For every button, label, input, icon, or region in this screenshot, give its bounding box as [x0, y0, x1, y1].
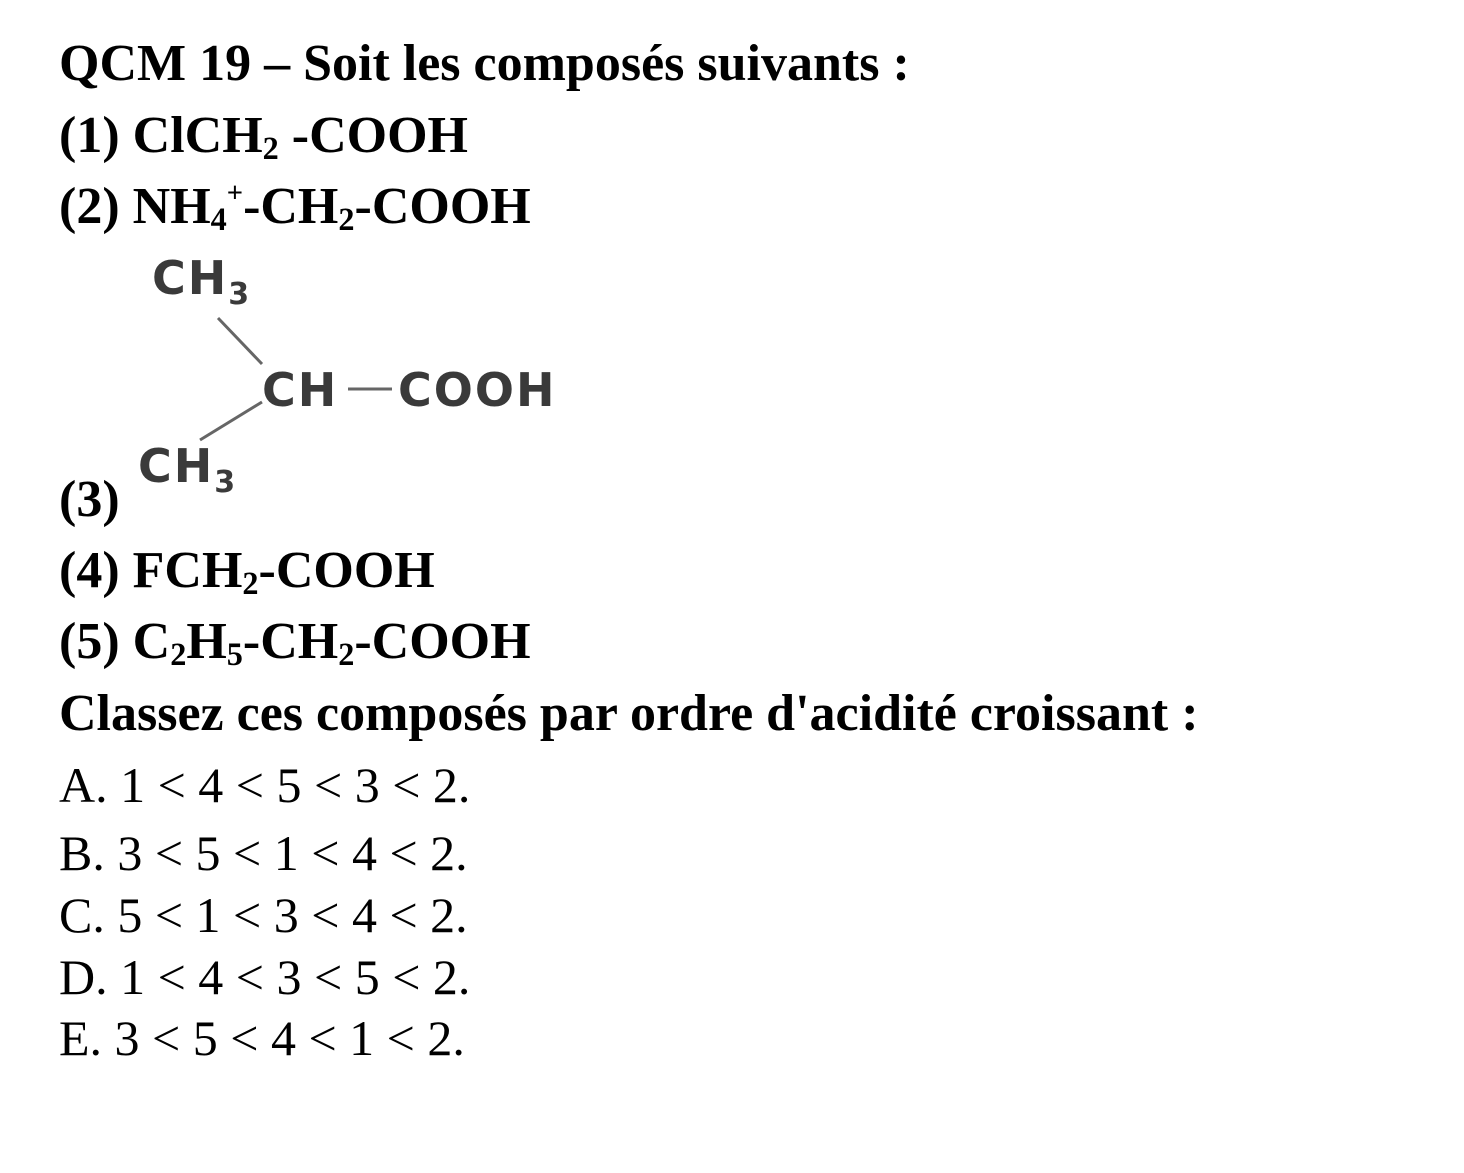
option-letter: D. [59, 949, 108, 1005]
compound-5 [59, 613, 531, 673]
formula-subscript: 2 [170, 636, 187, 673]
option-letter: E. [59, 1010, 103, 1066]
answer-option-a[interactable] [59, 757, 471, 813]
option-text: 1 < 4 < 5 < 3 < 2. [120, 757, 471, 813]
formula-text: -COOH [354, 613, 531, 670]
answer-option-b[interactable] [59, 825, 468, 881]
structure-cooh: COOH [398, 363, 557, 417]
structure-bottom-ch3: $CH_3$ [138, 439, 238, 500]
formula-subscript: 2 [262, 130, 279, 167]
structure-bond-upper [218, 318, 262, 364]
compound-1 [59, 107, 468, 167]
compound-label: (1) [59, 107, 120, 164]
formula-text: C [132, 613, 171, 670]
compound-3-structure [134, 246, 574, 502]
formula-text: -COOH [354, 178, 531, 235]
compound-formula [132, 178, 531, 238]
formula-text: -CH [242, 613, 339, 670]
formula-subscript: 5 [226, 636, 243, 673]
compound-label: (5) [59, 613, 120, 670]
formula-text: ClCH [132, 107, 263, 164]
answer-option-c[interactable] [59, 887, 468, 943]
question-prompt: Classez ces composés par ordre d'acidité croissant : [59, 685, 1199, 742]
formula-text: NH [132, 178, 211, 235]
formula-text: -COOH [258, 542, 435, 599]
question-title: QCM 19 – Soit les composés suivants : [59, 35, 910, 92]
option-text: 1 < 4 < 3 < 5 < 2. [120, 949, 471, 1005]
option-text: 3 < 5 < 4 < 1 < 2. [114, 1010, 465, 1066]
structure-top-ch3: $CH_3$ [152, 251, 252, 312]
formula-subscript: 4 [210, 201, 227, 238]
compound-3 [59, 471, 120, 528]
answer-option-d[interactable] [59, 949, 471, 1005]
compound-label: (3) [59, 471, 120, 528]
compound-label: (4) [59, 542, 120, 599]
formula-subscript: 2 [242, 565, 259, 602]
compound-label: (2) [59, 178, 120, 235]
option-letter: A. [59, 757, 108, 813]
option-text: 3 < 5 < 1 < 4 < 2. [117, 825, 468, 881]
formula-subscript: 2 [338, 201, 355, 238]
option-letter: C. [59, 887, 105, 943]
option-letter: B. [59, 825, 105, 881]
formula-text: -COOH [278, 107, 468, 164]
formula-text: H [186, 613, 227, 670]
option-text: 5 < 1 < 3 < 4 < 2. [117, 887, 468, 943]
compound-formula [132, 107, 468, 167]
formula-text: FCH [132, 542, 243, 599]
structure-center-ch: CH [262, 363, 339, 417]
formula-text: -CH [243, 178, 339, 235]
compound-4 [59, 542, 435, 602]
compound-formula [132, 542, 435, 602]
compound-2 [59, 178, 531, 238]
structure-bond-lower [200, 402, 262, 440]
compound-formula [132, 613, 531, 673]
formula-superscript: + [226, 178, 244, 210]
answer-option-e[interactable] [59, 1010, 465, 1066]
formula-subscript: 2 [338, 636, 355, 673]
